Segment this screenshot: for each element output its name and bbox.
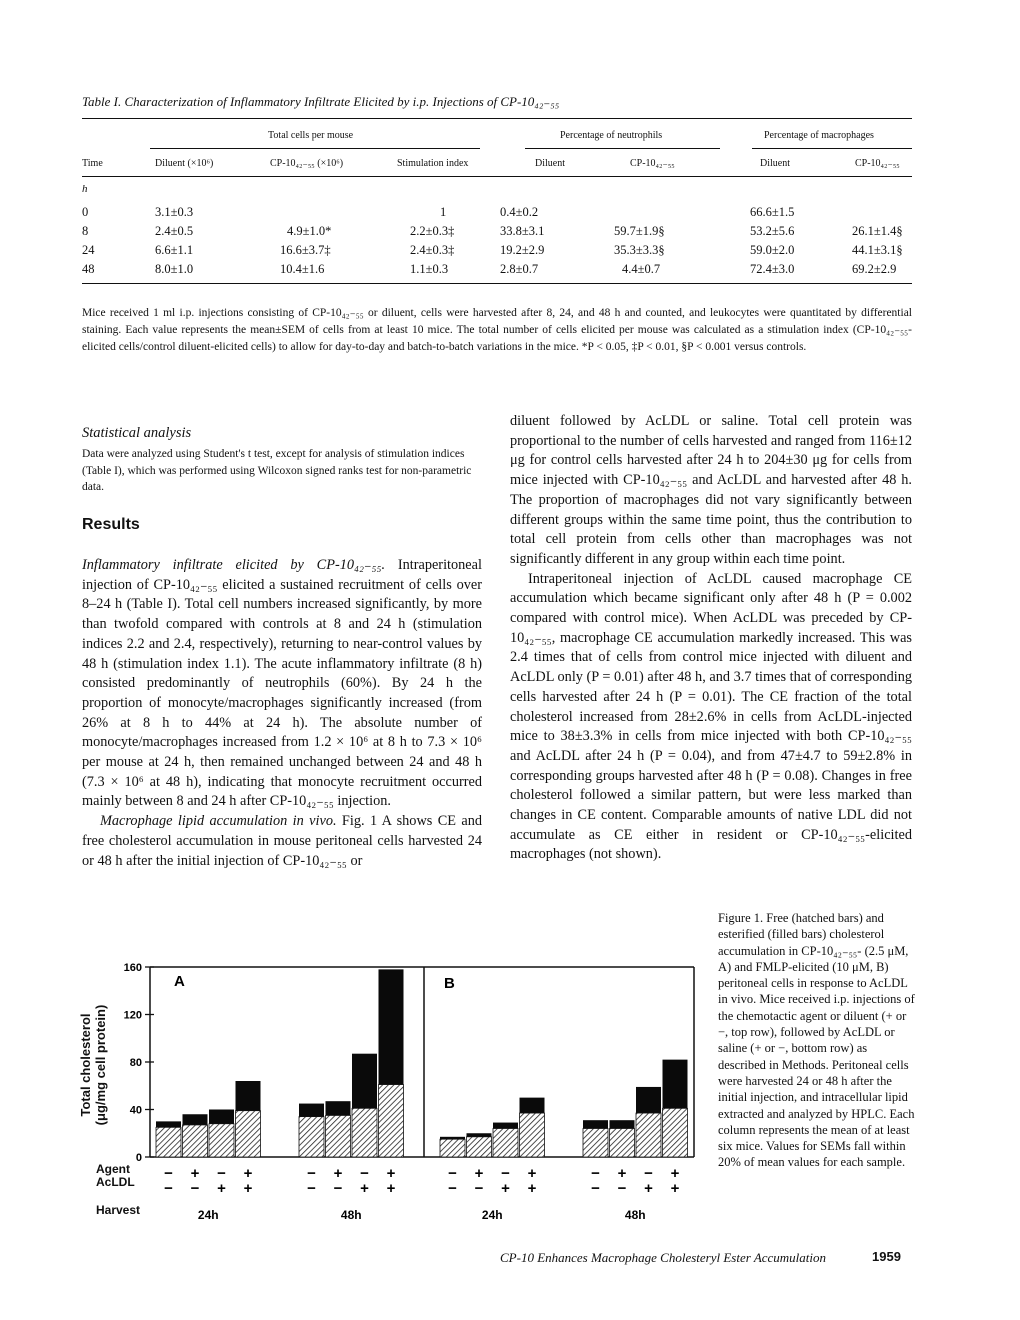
table-title: Table I. Characterization of Inflammatory Infiltrate Elicited by i.p. Injections of CP-10₄₂₋₅₅	[82, 94, 560, 109]
y-tick-label: 160	[123, 962, 142, 974]
table-footnote: Mice received 1 ml i.p. injections consisting of CP-10₄₂₋₅₅ or diluent, cells were harvested after 8, 24, and 48 h and counted, and leukocytes were quantitated by differential staining. Each value represents the mean±SEM of cells from at least 10 mice. The total number of cells elicited per mouse was calculated as a stimulation index (CP-10₄₂₋₅₅-elicited cells/control diluent-elicited cells) to allow for day-to-day and batch-to-batch variations in the mice. *P < 0.05, ‡P < 0.01, §P < 0.001 versus controls.	[82, 307, 912, 353]
acldl-sign: +	[644, 1180, 653, 1197]
bar-free	[379, 1085, 404, 1157]
agent-sign: +	[190, 1165, 200, 1182]
table-header-rule	[82, 176, 912, 177]
y-axis-label-line1: Total cholesterol	[78, 1013, 93, 1117]
group-rule-neutrophils	[525, 148, 720, 149]
y-tick-label: 40	[129, 1104, 142, 1117]
page-number: 1959	[872, 1249, 901, 1264]
agent-sign: +	[243, 1165, 253, 1182]
y-axis-label	[78, 995, 118, 1135]
harvest-label: 24h	[197, 1208, 219, 1222]
col-header-diluent-neut: Diluent	[535, 158, 565, 169]
paragraph-lipid-accumulation: Macrophage lipid accumulation in vivo. Fig. 1 A shows CE and free cholesterol accumulation in mouse peritoneal cells harvested 24 or 48 h after the initial injection of CP-10₄₂₋₅₅ or	[82, 813, 482, 869]
agent-sign: +	[333, 1165, 343, 1182]
bar-esterified	[299, 1104, 324, 1117]
panel-label-b: B	[444, 975, 455, 992]
bar-free	[156, 1127, 181, 1157]
acldl-sign: −	[591, 1180, 600, 1197]
col-header-cp10-mac: CP-10₄₂₋₅₅	[855, 158, 900, 169]
agent-sign: −	[501, 1165, 510, 1182]
bar-esterified	[583, 1120, 608, 1128]
harvest-label: 24h	[481, 1208, 503, 1222]
bar-free	[663, 1108, 688, 1157]
bar-free	[236, 1111, 261, 1157]
table-top-rule	[82, 118, 912, 119]
y-axis-label-line2: (μg/mg cell protein)	[93, 1004, 108, 1126]
paragraph-infiltrate: Inflammatory infiltrate elicited by CP-10₄₂₋₅₅. Intraperitoneal injection of CP-10₄₂₋₅₅ elicited a sustained recruitment of cells over 8–24 h (Table I). Total cell numbers increased significantly, by more than twofold compared with controls at 8 and 24 h (stimulation indices 2.2 and 2.4, respectively), returning to near-control values by 48 h (stimulation index 1.1). The acute inflammatory infiltrate (8 h) consisted predominantly of neutrophils (60%). By 24 h the proportion of monocyte/macrophages significantly increased (from 26% at 8 h to 44% at 24 h). The absolute number of monocyte/macrophages increased from 1.2 × 10⁶ at 8 h to 7.3 × 10⁶ per mouse at 24 h, then remained unchanged between 24 and 48 h (7.3 × 10⁶ at 48 h), indicating that monocyte recruitment occurred mainly between 8 and 24 h after CP-10₄₂₋₅₅ injection.	[82, 557, 482, 810]
bar-free	[440, 1139, 465, 1157]
group-header-macrophages: Percentage of macrophages	[764, 130, 874, 141]
bar-esterified	[493, 1123, 518, 1129]
bar-esterified	[326, 1101, 351, 1115]
statistical-analysis-text: Data were analyzed using Student's t test, except for analysis of stimulation indices (Table I), which was performed using Wilcoxon signed ranks test for non-parametric data.	[82, 448, 472, 493]
group-header-total-cells: Total cells per mouse	[268, 130, 354, 141]
acldl-sign: +	[386, 1180, 396, 1197]
agent-sign: +	[670, 1165, 680, 1182]
acldl-sign: +	[527, 1180, 537, 1197]
panel-label-a: A	[174, 973, 185, 990]
group-header-neutrophils: Percentage of neutrophils	[560, 130, 663, 141]
agent-sign: +	[386, 1165, 396, 1182]
bar-esterified	[379, 969, 404, 1084]
bar-esterified	[520, 1098, 545, 1113]
bar-free	[352, 1108, 377, 1157]
agent-sign: +	[474, 1165, 484, 1182]
figure-1-chart	[82, 955, 707, 1230]
acldl-sign: −	[617, 1180, 627, 1197]
bar-free	[636, 1113, 661, 1157]
bar-esterified	[636, 1087, 661, 1113]
bar-free	[583, 1129, 608, 1158]
bar-free	[520, 1113, 545, 1157]
left-column-body	[82, 556, 482, 871]
bar-free	[209, 1124, 234, 1157]
bar-esterified	[236, 1081, 261, 1111]
bar-esterified	[467, 1133, 492, 1137]
agent-sign: +	[617, 1165, 627, 1182]
bar-free	[493, 1129, 518, 1158]
group-rule-total	[150, 148, 480, 149]
running-title: CP-10 Enhances Macrophage Cholesteryl Ester Accumulation	[500, 1250, 827, 1265]
acldl-sign: +	[217, 1180, 226, 1197]
section-title-statistical-analysis: Statistical analysis	[82, 425, 192, 441]
bar-esterified	[663, 1060, 688, 1109]
acldl-sign: +	[501, 1180, 510, 1197]
bar-esterified	[156, 1121, 181, 1127]
paragraph-lead: Inflammatory infiltrate elicited by CP-10₄₂₋₅₅.	[82, 557, 386, 573]
agent-sign: −	[644, 1165, 653, 1182]
row-label-agent: Agent	[96, 1162, 130, 1176]
agent-sign: −	[164, 1165, 173, 1182]
bar-esterified	[352, 1054, 377, 1109]
agent-sign: −	[217, 1165, 226, 1182]
col-header-stim-index: Stimulation index	[397, 158, 469, 169]
paragraph-protein: diluent followed by AcLDL or saline. Total cell protein was proportional to the number of cells harvested and ranged from 116±12 μg for control cells harvested after 24 h to 204±30 μg for cells from mice injected with CP-10₄₂₋₅₅ and AcLDL and harvested after 48 h. The proportion of macrophages did not vary significantly between different groups within the same time point, thus the contribution to total cell protein from cells other than macrophages was not significantly different in any group within each time point.	[510, 413, 912, 567]
right-column-body	[510, 412, 912, 865]
acldl-sign: +	[360, 1180, 369, 1197]
bar-free	[326, 1115, 351, 1157]
group-rule-macrophages	[752, 148, 912, 149]
acldl-sign: −	[333, 1180, 343, 1197]
results-heading: Results	[82, 516, 140, 533]
row-label-acldl: AcLDL	[96, 1175, 135, 1189]
figure-caption: Figure 1. Free (hatched bars) and esterified (filled bars) cholesterol accumulation in CP-10₄₂₋₅₅- (2.5 μM, A) and FMLP-elicited (10 μM, B) peritoneal cells in response to AcLDL in vivo. Mice received i.p. injections of the chemotactic agent or diluent (+ or −, top row), followed by AcLDL or saline (+ or −, bottom row) as described in Methods. Peritoneal cells were harvested 24 or 48 h after the initial injection, and intracellular lipid extracted and analyzed by HPLC. Each column represents the mean of at least six mice. Values for SEMs fall within 20% of mean values for each sample.	[718, 911, 915, 1170]
agent-sign: +	[527, 1165, 537, 1182]
acldl-sign: +	[243, 1180, 253, 1197]
table-bottom-rule	[82, 283, 912, 284]
acldl-sign: +	[670, 1180, 680, 1197]
acldl-sign: −	[164, 1180, 173, 1197]
row-label-harvest: Harvest	[96, 1203, 141, 1217]
col-header-diluent-total: Diluent (×10⁶)	[155, 158, 214, 169]
bar-free	[610, 1129, 635, 1158]
bar-free	[467, 1137, 492, 1157]
agent-sign: −	[307, 1165, 316, 1182]
acldl-sign: −	[190, 1180, 200, 1197]
col-header-time: Time	[82, 158, 103, 169]
agent-sign: −	[360, 1165, 369, 1182]
acldl-sign: −	[307, 1180, 316, 1197]
bar-esterified	[610, 1120, 635, 1128]
paragraph-acldl: Intraperitoneal injection of AcLDL caused macrophage CE accumulation which became significant only after 48 h (P = 0.002 compared with control mice). When AcLDL was preceded by CP-10₄₂₋₅₅, macrophage CE accumulation markedly increased. This was 2.4 times that of cells from control mice injected with diluent and AcLDL only (P = 0.01) after 48 h, and 3.7 times that of corresponding cells harvested after 24 h (P = 0.01). The CE fraction of the total cholesterol increased from 28±2.6% in cells from AcLDL-injected mice to 38±3.3% in cells from mice injected with both CP-10₄₂₋₅₅ and AcLDL after 24 h (P = 0.04), and from 47±4.7 to 59±2.8% in corresponding groups harvested after 48 h (P = 0.08). Changes in free cholesterol followed a similar pattern, but were less marked than changes in CE content. Comparable amounts of native LDL did not accumulate as CE either in resident or CP-10₄₂₋₅₅-elicited macrophages (not shown).	[510, 570, 912, 863]
agent-sign: −	[448, 1165, 457, 1182]
harvest-label: 48h	[624, 1208, 646, 1222]
acldl-sign: −	[448, 1180, 457, 1197]
agent-sign: −	[591, 1165, 600, 1182]
bar-free	[183, 1125, 208, 1157]
col-header-diluent-mac: Diluent	[760, 158, 790, 169]
table-unit-row: h	[82, 183, 88, 195]
acldl-sign: −	[474, 1180, 484, 1197]
col-header-cp10-total: CP-10₄₂₋₅₅ (×10⁶)	[270, 158, 344, 169]
harvest-label: 48h	[340, 1208, 362, 1222]
paragraph-lead: Macrophage lipid accumulation in vivo.	[100, 813, 337, 830]
bar-esterified	[183, 1114, 208, 1125]
y-tick-label: 0	[135, 1152, 142, 1164]
bar-free	[299, 1117, 324, 1157]
bar-esterified	[209, 1110, 234, 1124]
figure-1	[78, 955, 707, 1230]
col-header-cp10-neut: CP-10₄₂₋₅₅	[630, 158, 675, 169]
y-tick-label: 120	[123, 1009, 142, 1022]
y-tick-label: 80	[129, 1057, 142, 1069]
